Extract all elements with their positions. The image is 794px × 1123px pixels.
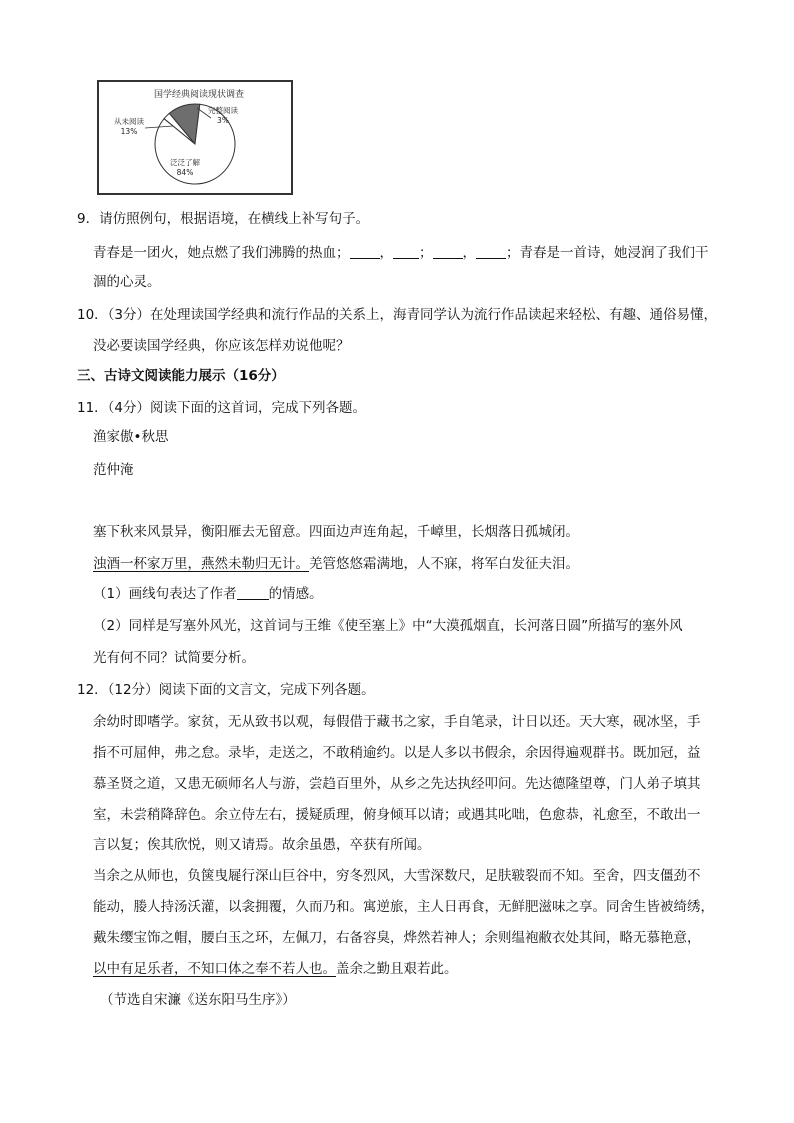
- slice-label-never-read: 从未阅读: [114, 117, 144, 126]
- poem-line-1: 塞下秋来风景异，衡阳雁去无留意。四面边声连角起，千嶂里，长烟落日孤城闭。: [93, 524, 579, 540]
- q9-blank-4[interactable]: [476, 245, 506, 259]
- q9-sep-3: ，: [462, 245, 476, 261]
- q9-blank-1[interactable]: [350, 245, 380, 259]
- q11-sub2-line1: （2）同样是写塞外风光，这首词与王维《使至塞上》中“大漠孤烟直，长河落日圆”所描写的塞外风: [93, 618, 683, 634]
- poem-author: 范仲淹: [93, 462, 134, 478]
- q11-stem: 11．（4分）阅读下面的这首词，完成下列各题。: [77, 400, 367, 416]
- q9-line1: [93, 241, 709, 261]
- slice-label-complete-read: 完整阅读: [208, 106, 238, 115]
- passage-last-rest: 盖余之勤且艰若此。: [336, 961, 458, 977]
- q11-sub1-blank[interactable]: [237, 586, 269, 600]
- pie-chart: [99, 82, 291, 193]
- q9-blank-3[interactable]: [433, 245, 463, 259]
- q9-blank-2[interactable]: [393, 245, 419, 259]
- poem-underlined-sentence: 浊酒一杯家万里，燕然未勒归无计。: [93, 556, 309, 572]
- passage-line: 当余之从师也，负箧曳屣行深山巨谷中，穷冬烈风，大雪深数尺，足肤皲裂而不知。至舍，四支僵劲不: [93, 868, 701, 884]
- slice-value-never-read: 13%: [120, 127, 138, 136]
- q9-continuation: ；青春是一首诗，她浸润了我们干: [506, 245, 709, 261]
- q12-stem: 12．（12分）阅读下面的文言文，完成下列各题。: [77, 682, 375, 698]
- poem-line-2: [93, 552, 579, 572]
- q11-sub1-text: （1）画线句表达了作者: [93, 586, 237, 602]
- q9-sep-2: ；: [419, 245, 433, 261]
- q10-line2: 没必要读国学经典，你应该怎样劝说他呢？: [93, 338, 350, 354]
- slice-value-general: 84%: [176, 168, 194, 177]
- q9-example-text: 青春是一团火，她点燃了我们沸腾的热血；: [93, 245, 350, 261]
- q10-line1: 10．（3分）在处理读国学经典和流行作品的关系上，海青同学认为流行作品读起来轻松、有趣、通俗易懂，: [77, 307, 718, 323]
- passage-line: 戴朱缨宝饰之帽，腰白玉之环，左佩刀，右备容臭，烨然若神人；余则缊袍敝衣处其间，略无慕艳意，: [93, 930, 701, 946]
- survey-figure: [97, 80, 293, 195]
- passage-line: 言以复；俟其欣悦，则又请焉。故余虽愚，卒获有所闻。: [93, 837, 431, 853]
- section-3-title: 三、古诗文阅读能力展示（16分）: [77, 368, 285, 384]
- passage-line: 余幼时即嗜学。家贫，无从致书以观，每假借于藏书之家，手自笔录，计日以还。天大寒，砚冰坚，手: [93, 714, 701, 730]
- slice-value-complete-read: 3%: [217, 116, 229, 125]
- passage-line: 室，未尝稍降辞色。余立侍左右，援疑质理，俯身倾耳以请；或遇其叱咄，色愈恭，礼愈至，不敢出一: [93, 807, 701, 823]
- poem-line-2-rest: 羌管悠悠霜满地，人不寐，将军白发征夫泪。: [309, 556, 579, 572]
- q9-line2: 涸的心灵。: [93, 274, 161, 290]
- passage-underlined-sentence: 以中有足乐者，不知口体之奉不若人也。: [93, 961, 336, 977]
- passage-line: 能动，媵人持汤沃灌，以衾拥覆，久而乃和。寓逆旅，主人日再食，无鲜肥滋味之享。同舍生皆被绮绣，: [93, 899, 714, 915]
- passage-source: （节选自宋濂《送东阳马生序》）: [100, 992, 296, 1008]
- passage-line: 指不可屈伸，弗之怠。录毕，走送之，不敢稍逾约。以是人多以书假余，余因得遍观群书。既加冠，益: [93, 745, 701, 761]
- q11-sub1: [93, 582, 323, 602]
- poem-title: 渔家傲•秋思: [93, 429, 169, 445]
- chart-title: 国学经典阅读现状调查: [153, 90, 245, 100]
- q9-stem: 9．请仿照例句，根据语境，在横线上补写句子。: [77, 211, 370, 227]
- passage-line: 慕圣贤之道，又患无硕师名人与游，尝趋百里外，从乡之先达执经叩问。先达德隆望尊，门人弟子填其: [93, 776, 701, 792]
- slice-label-general: 泛泛了解: [170, 158, 200, 167]
- passage-line: [93, 957, 458, 977]
- q11-sub1-end: 的情感。: [268, 586, 323, 602]
- q11-sub2-line2: 光有何不同？试简要分析。: [93, 650, 255, 666]
- q9-sep-1: ，: [379, 245, 393, 261]
